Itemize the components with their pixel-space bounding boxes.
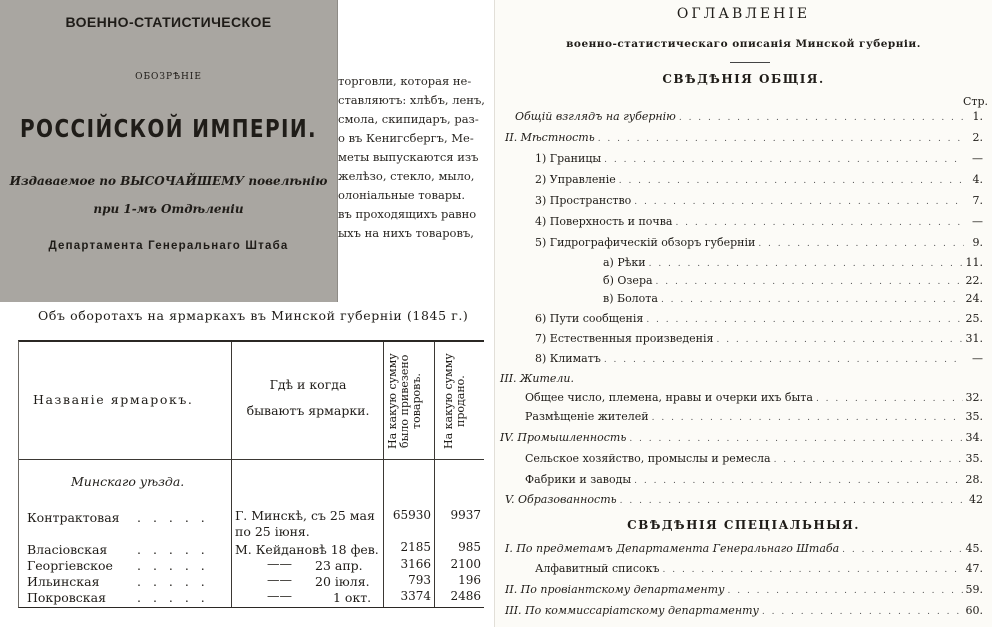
toc-entry-label: II. Мѣстность	[505, 131, 595, 144]
toc-leader-dots	[675, 218, 964, 228]
toc-entry-page: 7.	[972, 194, 983, 207]
toc-leader-dots	[762, 607, 963, 617]
toc-entry	[500, 431, 983, 447]
toc-entry-label: 7) Естественныя произведенія	[535, 332, 714, 345]
toc-entry-label: в) Болота	[603, 292, 658, 305]
toc-entry	[505, 131, 983, 147]
ditto-mark: ——	[267, 556, 292, 571]
leader-dots: . . . . .	[137, 558, 209, 573]
toc-leader-dots	[604, 355, 964, 365]
toc-entry-page: 2.	[972, 131, 983, 144]
toc-entry-page: 47.	[965, 562, 983, 575]
fair-sold: 2486	[450, 589, 481, 603]
column-divider	[231, 342, 232, 607]
leader-dots: . . . . .	[137, 542, 209, 557]
toc-entry	[603, 292, 983, 308]
toc-entry-label: 2) Управленіе	[535, 173, 616, 186]
title-line-6: Департамента Генеральнаго Штаба	[48, 240, 289, 252]
fair-brought: 65930	[392, 508, 431, 522]
toc-entry-label: 3) Пространство	[535, 194, 632, 207]
toc-leader-dots	[728, 586, 963, 596]
toc-entry-page: 45.	[965, 542, 983, 555]
prose-line: олоніальные товары.	[338, 188, 465, 202]
fair-brought: 2185	[400, 540, 431, 554]
toc-entry-label: III. Жители.	[500, 372, 574, 385]
toc-leader-dots	[598, 134, 964, 144]
ditto-mark: ——	[267, 588, 292, 603]
header-name: Названіе ярмарокъ.	[33, 392, 194, 407]
prose-line: въ проходящихъ равно	[338, 207, 477, 221]
toc-entry-label: 4) Поверхность и почва	[535, 215, 673, 228]
toc-entry	[500, 372, 983, 388]
toc-entry	[525, 473, 983, 489]
page-column-label: Стр.	[962, 95, 988, 108]
fair-sold: 2100	[450, 557, 481, 571]
title-page	[0, 0, 338, 302]
toc-entry-page: —	[972, 152, 983, 165]
fair-where: 23 апр.	[315, 558, 363, 573]
header-brought: На какую сумму было привезено товаровъ.	[386, 353, 423, 449]
section-special-heading: СВѢДѢНІЯ СПЕЦІАЛЬНЫЯ.	[627, 518, 860, 532]
fair-brought: 3374	[400, 589, 431, 603]
toc-entry	[525, 452, 983, 468]
toc-entry	[535, 332, 983, 348]
toc-entry-label: Сельское хозяйство, промыслы и ремесла	[525, 452, 771, 465]
prose-line: смола, скипидаръ, раз-	[338, 112, 479, 126]
toc-leader-dots	[649, 259, 963, 269]
toc-entry	[603, 274, 983, 290]
fair-name: Ильинская	[27, 574, 100, 589]
toc-entry-label: 5) Гидрографическій обзоръ губерніи	[535, 236, 756, 249]
toc-entry	[535, 562, 983, 578]
toc-entry	[603, 256, 983, 272]
toc-leader-dots	[816, 394, 963, 404]
toc-leader-dots	[646, 315, 962, 325]
prose-line: ыхъ на нихъ товаровъ,	[338, 226, 474, 240]
toc-entry-label: Общій взглядъ на губернію	[515, 110, 676, 123]
toc-entry	[535, 194, 983, 210]
prose-line: торговли, которая не-	[338, 74, 472, 88]
fair-brought: 793	[408, 573, 431, 587]
toc-entry-label: I. По предметамъ Департамента Генеральнаго Штаба	[505, 542, 840, 555]
toc-entry-label: Фабрики и заводы	[525, 473, 632, 486]
toc-leader-dots	[679, 113, 964, 123]
fair-brought: 3166	[400, 557, 431, 571]
header-where: Гдѣ и когда бываютъ ярмарки.	[246, 377, 370, 418]
toc-leader-dots	[842, 545, 962, 555]
toc-entry-page: 11.	[965, 256, 983, 269]
fair-name: Покровская	[27, 590, 106, 605]
prose-line: меты выпускаются изъ	[338, 150, 479, 164]
fair-where: 20 іюля.	[315, 574, 370, 589]
toc-entry-label: 1) Границы	[535, 152, 602, 165]
toc-entry-page: 42	[969, 493, 983, 506]
fair-where: 1 окт.	[333, 590, 372, 605]
toc-leader-dots	[619, 176, 964, 186]
toc-leader-dots	[656, 277, 963, 287]
toc-entry-page: 31.	[965, 332, 983, 345]
toc-entry	[505, 583, 983, 599]
column-divider	[383, 342, 384, 607]
fair-name: Власіовская	[27, 542, 108, 557]
toc-entry	[535, 152, 983, 168]
toc-entry	[505, 493, 983, 509]
toc-entry-page: 22.	[965, 274, 983, 287]
toc-entry	[525, 391, 983, 407]
fair-where: Г. Минскѣ, съ 25 мая по 25 іюня.	[235, 508, 375, 539]
toc-entry-label: V. Образованность	[505, 493, 617, 506]
toc-leader-dots	[634, 476, 962, 486]
toc-entry-page: 9.	[972, 236, 983, 249]
toc-entry-label: III. По коммиссаріатскому департаменту	[505, 604, 759, 617]
toc-leader-dots	[661, 295, 963, 305]
fair-sold: 196	[458, 573, 481, 587]
prose-line: желѣзо, стекло, мыло,	[338, 169, 475, 183]
toc-leader-dots	[652, 413, 963, 423]
column-divider	[434, 342, 435, 607]
leader-dots: . . . . .	[137, 510, 209, 525]
toc-entry-page: 1.	[972, 110, 983, 123]
header-divider	[19, 459, 484, 460]
toc-entry-label: 6) Пути сообщенія	[535, 312, 644, 325]
contents-subtitle: военно-статистическаго описанія Минской губерніи.	[566, 38, 921, 50]
toc-entry-page: 59.	[965, 583, 983, 596]
toc-entry-label: IV. Промышленность	[500, 431, 627, 444]
toc-entry-label: Размѣщеніе жителей	[525, 410, 649, 423]
fair-name: Георгіевское	[27, 558, 113, 573]
prose-fragment	[338, 72, 498, 243]
toc-entry-page: 4.	[972, 173, 983, 186]
fair-name: Контрактовая	[27, 510, 120, 525]
toc-entry	[515, 110, 983, 126]
toc-entry-page: 28.	[965, 473, 983, 486]
fair-sold: 985	[458, 540, 481, 554]
toc-leader-dots	[629, 434, 962, 444]
title-line-5: при 1-мъ Отдѣленіи	[93, 202, 244, 216]
toc-entry-page: —	[972, 352, 983, 365]
toc-entry-page: 32.	[965, 391, 983, 404]
toc-entry	[535, 236, 983, 252]
toc-leader-dots	[634, 197, 964, 207]
toc-entry-page: 34.	[965, 431, 983, 444]
prose-line: ставляютъ: хлѣбъ, ленъ,	[338, 93, 485, 107]
title-line-1: ВОЕННО-СТАТИСТИЧЕСКОЕ	[65, 14, 272, 30]
toc-entry-page: 24.	[965, 292, 983, 305]
toc-entry-page: 25.	[965, 312, 983, 325]
title-line-2: ОБОЗРѢНІЕ	[135, 72, 202, 82]
toc-leader-dots	[774, 455, 963, 465]
toc-entry	[535, 215, 983, 231]
contents-page	[494, 0, 992, 627]
toc-entry	[535, 173, 983, 189]
toc-entry	[535, 352, 983, 368]
toc-entry-page: 60.	[965, 604, 983, 617]
ditto-mark: ——	[267, 572, 292, 587]
toc-entry-label: Общее число, племена, нравы и очерки ихъ быта	[525, 391, 813, 404]
fairs-table	[18, 340, 484, 608]
toc-entry-label: б) Озера	[603, 274, 653, 287]
toc-entry-label: II. По провіантскому департаменту	[505, 583, 725, 596]
toc-leader-dots	[620, 496, 964, 506]
toc-entry	[505, 604, 983, 620]
district-label: Минскаго уѣзда.	[71, 474, 185, 489]
toc-leader-dots	[604, 155, 964, 165]
fairs-table-title: Объ оборотахъ на ярмаркахъ въ Минской губерніи (1845 г.)	[38, 308, 469, 323]
fair-sold: 9937	[450, 508, 481, 522]
toc-entry-label: 8) Климатъ	[535, 352, 601, 365]
toc-leader-dots	[716, 335, 962, 345]
divider	[730, 62, 770, 63]
toc-entry-page: 35.	[965, 410, 983, 423]
header-sold: На какую сумму продано.	[442, 353, 467, 449]
toc-entry-label: а) Рѣки	[603, 256, 646, 269]
leader-dots: . . . . .	[137, 590, 209, 605]
toc-entry-page: —	[972, 215, 983, 228]
leader-dots: . . . . .	[137, 574, 209, 589]
toc-entry-page: 35.	[965, 452, 983, 465]
toc-leader-dots	[758, 239, 964, 249]
toc-leader-dots	[663, 565, 963, 575]
contents-title: ОГЛАВЛЕНІЕ	[676, 6, 811, 22]
prose-line: о въ Кенигсбергъ, Ме-	[338, 131, 474, 145]
toc-entry-label: Алфавитный списокъ	[535, 562, 660, 575]
toc-entry	[525, 410, 983, 426]
title-line-3: РОССІЙСКОЙ ИМПЕРІИ.	[19, 113, 317, 143]
toc-entry	[535, 312, 983, 328]
title-line-4: Издаваемое по ВЫСОЧАЙШЕМУ повелѣнію	[9, 174, 328, 188]
section-general-heading: СВѢДѢНІЯ ОБЩІЯ.	[662, 72, 825, 86]
toc-entry	[505, 542, 983, 558]
fair-where: М. Кейдановѣ 18 фев.	[235, 542, 379, 557]
